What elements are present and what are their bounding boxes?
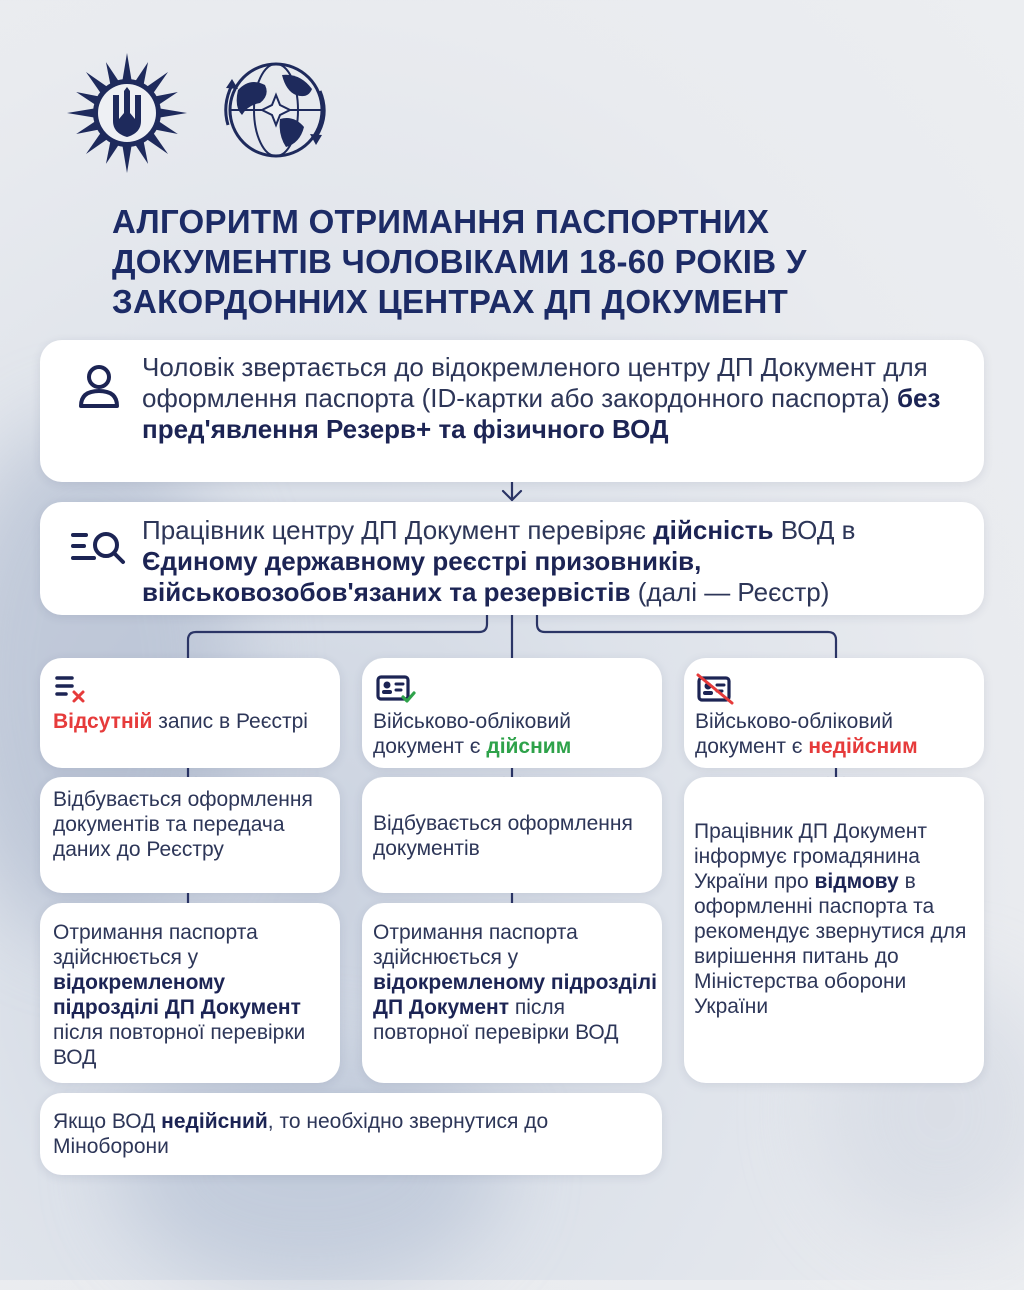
person-icon	[76, 364, 122, 410]
branch-c-step-card	[684, 777, 984, 1083]
branch-c-status-card	[684, 658, 984, 768]
id-card-check-icon	[376, 674, 416, 706]
page-title: АЛГОРИТМ ОТРИМАННЯ ПАСПОРТНИХ ДОКУМЕНТІВ ЧОЛОВІКАМИ 18-60 РОКІВ У ЗАКОРДОННИХ ЦЕНТРАХ ДП ДОКУМЕНТ	[112, 203, 807, 320]
branch-b-status-card	[362, 658, 662, 768]
branch-c-status-highlight: недійсним	[808, 735, 918, 758]
step2-text-3: (далі — Реєстр)	[637, 577, 830, 607]
step2-text-2: ВОД в	[780, 515, 856, 545]
step2-card	[40, 502, 984, 615]
branch-a-final-text-2: після повторної перевірки ВОД	[53, 1021, 306, 1069]
branch-c-step-text-1: Працівник ДП Документ інформує громадянина України про	[694, 820, 927, 893]
branch-b-step-text: Відбувається оформлення документів	[373, 812, 633, 860]
step2-bold-1: дійсність	[653, 515, 774, 545]
branch-b-status-highlight: дійсним	[486, 735, 572, 758]
branch-a-status-highlight: Відсутній	[53, 710, 153, 733]
branch-b-final-text-2: після повторної перевірки ВОД	[373, 996, 619, 1044]
branch-a-step-card	[40, 777, 340, 893]
branch-b-final-text-1: Отримання паспорта здійснюється у	[373, 921, 578, 969]
branch-a-status-text: запис в Реєстрі	[158, 710, 308, 733]
branch-b-final-card	[362, 903, 662, 1083]
branch-a-final-bold: відокремленому підрозділі ДП Документ	[53, 971, 301, 1019]
branch-c-status-text: Військово-обліковий документ є	[695, 710, 893, 758]
step1-bold-text: без пред'явлення Резерв+ та фізичного ВОД	[142, 383, 941, 444]
note-text-2: , то необхідно звернутися до Міноборони	[53, 1110, 549, 1158]
branch-c-step-text-2: в оформленні паспорта та рекомендує звернутися для вирішення питань до Міністерства оборони України	[694, 870, 967, 1018]
note-text-1: Якщо ВОД	[53, 1110, 156, 1133]
list-x-icon	[54, 674, 88, 704]
search-list-icon	[70, 530, 128, 566]
id-card-crossed-icon	[696, 673, 734, 705]
step2-text-1: Працівник центру ДП Документ перевіряє	[142, 515, 646, 545]
note-card	[40, 1093, 662, 1175]
branch-b-step-card	[362, 777, 662, 893]
branch-b-status-text: Військово-обліковий документ є	[373, 710, 571, 758]
step2-bold-2: Єдиному державному реєстрі призовників, військовозобов'язаних та резервістів	[142, 546, 702, 607]
branch-c-step-bold: відмову	[814, 870, 899, 893]
branch-a-final-card	[40, 903, 340, 1083]
branch-a-final-text-1: Отримання паспорта здійснюється у	[53, 921, 258, 969]
step1-text: Чоловік звертається до відокремленого центру ДП Документ для оформлення паспорта (ID-картки або закордонного паспорта)	[142, 352, 928, 413]
branch-a-step-text: Відбувається оформлення документів та передача даних до Реєстру	[53, 788, 313, 861]
step1-card	[40, 340, 984, 482]
note-bold: недійсний	[161, 1110, 268, 1133]
branch-b-final-bold: відокремленому підрозділі ДП Документ	[373, 971, 657, 1019]
branch-a-status-card	[40, 658, 340, 768]
